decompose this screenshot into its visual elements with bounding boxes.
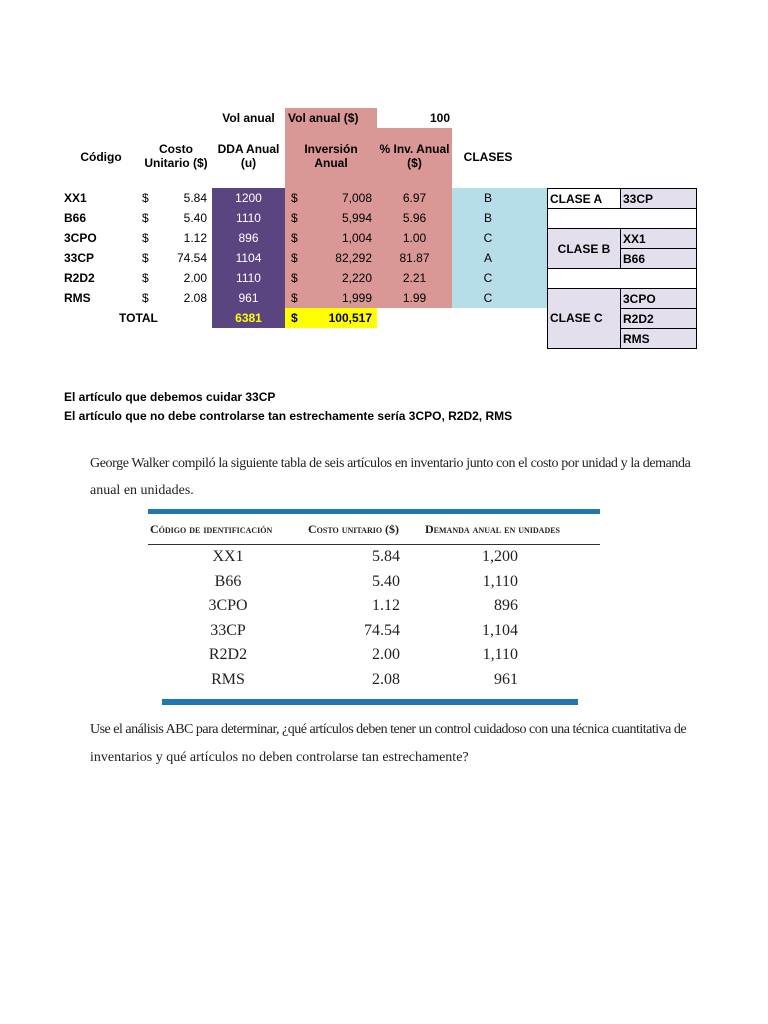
table-row: XX1 5.84 1,200 <box>212 548 518 565</box>
row-code: RMS <box>64 291 91 305</box>
problem-question: Use el análisis ABC para determinar, ¿qué artículos deben tener un control cuidadoso con una técnica cuantitativa de inventarios y qué artículos no deben controlarse tan estrechamente? <box>90 722 687 765</box>
header-codigo-identificacion: Código de identificación <box>150 522 273 536</box>
row-dda: 1104 <box>235 251 262 265</box>
total-inv: 100,517 <box>328 311 372 325</box>
row-inv: 5,994 <box>341 211 372 225</box>
table-row: RMS 2.08 961 <box>211 670 518 688</box>
class-c-item-cell: R2D2 <box>620 308 697 329</box>
blue-rule-top <box>148 509 600 514</box>
row-dda: 896 <box>238 231 259 245</box>
vol-anual-dollar-label: Vol anual ($) <box>288 111 359 125</box>
row-class: B <box>483 211 492 225</box>
class-b-label: CLASE B <box>557 242 611 256</box>
row-cost: 74.54 <box>176 251 207 265</box>
row-code: 3CPO <box>64 231 97 245</box>
header-costo-unitario: Costo unitario ($) <box>308 522 400 536</box>
class-c-item-cell: RMS <box>620 328 697 349</box>
row-pct: 1.99 <box>402 291 427 305</box>
class-b-item-cell: XX1 <box>620 228 697 249</box>
row-class: A <box>483 251 492 265</box>
header-dda: DDA Anual (u) <box>217 142 280 170</box>
header-demanda-anual: Demanda anual en unidades <box>425 522 561 536</box>
row-dollar-sign: $ <box>142 211 149 225</box>
row-dollar-sign: $ <box>291 251 298 265</box>
header-rule <box>148 544 600 545</box>
total-dollar-sign: $ <box>291 311 298 325</box>
row-class: B <box>483 191 492 205</box>
row-code: B66 <box>64 211 87 225</box>
row-inv: 2,220 <box>341 271 372 285</box>
row-inv: 7,008 <box>341 191 372 205</box>
row-inv: 1,004 <box>341 231 372 245</box>
total-dda: 6381 <box>235 311 262 325</box>
conclusion-line-2: El artículo que no debe controlarse tan estrechamente sería 3CPO, R2D2, RMS <box>64 409 513 423</box>
row-inv: 82,292 <box>335 251 372 265</box>
row-dollar-sign: $ <box>291 271 298 285</box>
row-dda: 1110 <box>236 271 261 285</box>
row-dollar-sign: $ <box>142 271 149 285</box>
header-pct: % Inv. Anual ($) <box>379 142 450 170</box>
row-cost: 1.12 <box>183 231 207 245</box>
problem-table-header <box>150 520 600 542</box>
row-cost: 5.84 <box>183 191 207 205</box>
class-c-label-cell <box>547 288 621 349</box>
class-b-label-cell <box>547 228 621 269</box>
class-c-item-cell: 3CPO <box>620 288 697 309</box>
row-code: R2D2 <box>64 271 95 285</box>
row-cost: 2.00 <box>183 271 207 285</box>
header-inversion: Inversión Anual <box>304 142 358 170</box>
row-dollar-sign: $ <box>291 231 298 245</box>
row-pct: 1.00 <box>402 231 427 245</box>
header-codigo: Código <box>80 150 122 164</box>
spacer-row-cell <box>547 268 697 289</box>
row-dollar-sign: $ <box>291 211 298 225</box>
row-dollar-sign: $ <box>291 191 298 205</box>
table-row: 33CP 74.54 1,104 <box>210 621 518 639</box>
row-dollar-sign: $ <box>291 291 298 305</box>
row-class: C <box>483 271 493 285</box>
row-code: 33CP <box>64 251 95 265</box>
row-pct: 81.87 <box>399 251 430 265</box>
class-a-label-cell <box>547 188 621 209</box>
class-a-item-cell: 33CP <box>620 188 697 209</box>
total-label: TOTAL <box>119 311 158 325</box>
row-dda: 1200 <box>235 191 262 205</box>
row-dollar-sign: $ <box>142 251 149 265</box>
row-cost: 2.08 <box>183 291 207 305</box>
row-pct: 6.97 <box>402 191 427 205</box>
row-dollar-sign: $ <box>142 291 149 305</box>
vol-anual-label: Vol anual <box>222 111 275 125</box>
row-dollar-sign: $ <box>142 231 149 245</box>
row-class: C <box>483 291 493 305</box>
spacer-row-cell <box>547 208 697 229</box>
table-row: 3CPO 1.12 896 <box>208 597 518 614</box>
row-cost: 5.40 <box>183 211 207 225</box>
row-pct: 5.96 <box>402 211 427 225</box>
vol-anual-total: 100 <box>429 111 450 125</box>
problem-table-body <box>148 548 600 695</box>
conclusion-line-1: El artículo que debemos cuidar 33CP <box>64 390 276 404</box>
row-dda: 961 <box>238 291 259 305</box>
class-c-label: CLASE C <box>550 311 603 325</box>
header-costo: Costo Unitario ($) <box>144 142 208 170</box>
table-row: B66 5.40 1,110 <box>214 572 518 590</box>
class-a-label: CLASE A <box>550 192 603 206</box>
row-code: XX1 <box>64 191 87 205</box>
problem-intro: George Walker compiló la siguiente tabla de seis artículos en inventario junto con el costo por unidad y la demanda anual en unidades. <box>90 456 691 498</box>
row-dollar-sign: $ <box>142 191 149 205</box>
header-clases: CLASES <box>463 150 513 164</box>
row-class: C <box>483 231 493 245</box>
blue-rule-bottom <box>162 699 578 705</box>
row-pct: 2.21 <box>402 271 427 285</box>
class-b-item-cell: B66 <box>620 248 697 269</box>
row-inv: 1,999 <box>341 291 372 305</box>
row-dda: 1110 <box>236 211 261 225</box>
table-row: R2D2 2.00 1,110 <box>208 646 518 663</box>
